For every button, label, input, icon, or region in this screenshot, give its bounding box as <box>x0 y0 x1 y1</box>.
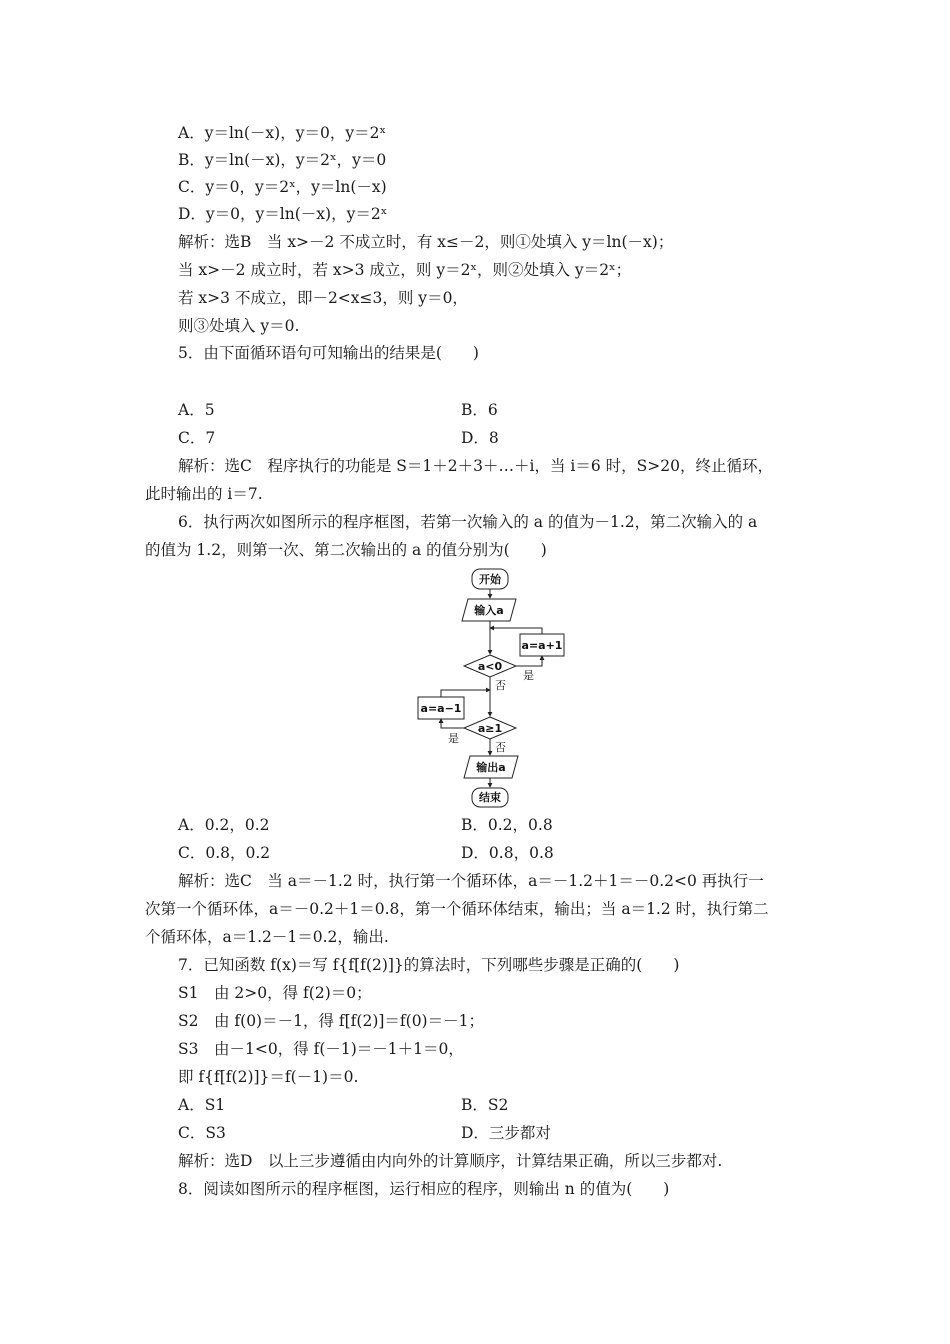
q5-option-a: A．5 <box>178 401 215 419</box>
q7-step-2: S2 由 f(0)＝－1，得 f[f(2)]＝f(0)＝－1； <box>178 1012 484 1030</box>
q5-option-b: B．6 <box>461 401 498 419</box>
q5-stem: 5．由下面循环语句可知输出的结果是( ) <box>178 344 479 362</box>
q6-analysis-line-2: 次第一个循环体，a＝－0.2＋1＝0.8，第一个循环体结束，输出；当 a＝1.2 时，执行第二 <box>145 900 769 918</box>
flowchart-yes-1: 是 <box>523 669 534 682</box>
flowchart-no-2: 否 <box>495 741 506 754</box>
q6-analysis-line-3: 个循环体，a＝1.2－1＝0.2，输出. <box>145 928 389 946</box>
q6-analysis-line-1: 解析：选C 当 a＝－1.2 时，执行第一个循环体，a＝－1.2＋1＝－0.2<0 再执行一 <box>178 872 764 890</box>
flowchart-no-1: 否 <box>495 679 506 692</box>
q5-option-c: C．7 <box>178 429 216 447</box>
flowchart-decrement-label: a=a−1 <box>420 702 462 715</box>
flowchart-start-label: 开始 <box>479 573 501 586</box>
q4-analysis-line-3: 若 x>3 不成立，即－2<x≤3，则 y＝0， <box>178 289 468 307</box>
q7-option-b: B．S2 <box>461 1096 509 1114</box>
q4-option-c: C．y＝0，y＝2ˣ，y＝ln(－x) <box>178 178 387 196</box>
q7-stem: 7．已知函数 f(x)＝写 f{f[f(2)]}的算法时，下列哪些步骤是正确的( ) <box>178 956 680 974</box>
q5-analysis-line-1: 解析：选C 程序执行的功能是 S＝1＋2＋3＋…＋i，当 i＝6 时，S>20，终止循环， <box>178 457 773 475</box>
q4-option-a: A．y＝ln(－x)，y＝0，y＝2ˣ <box>178 124 387 142</box>
q6-option-c: C．0.8，0.2 <box>178 844 271 862</box>
flowchart-increment-label: a=a+1 <box>521 639 563 652</box>
q4-analysis-line-4: 则③处填入 y＝0. <box>178 317 300 335</box>
flowchart-condition-1-label: a<0 <box>477 660 503 673</box>
flowchart-condition-2-label: a≥1 <box>477 722 503 735</box>
q7-step-1: S1 由 2>0，得 f(2)＝0； <box>178 984 372 1002</box>
flowchart-input-label: 输入a <box>474 604 504 617</box>
q4-option-d: D．y＝0，y＝ln(－x)，y＝2ˣ <box>178 205 388 223</box>
q7-option-d: D．三步都对 <box>461 1124 551 1142</box>
q7-option-c: C．S3 <box>178 1124 226 1142</box>
q5-analysis-line-2: 此时输出的 i＝7. <box>145 485 263 503</box>
q7-option-a: A．S1 <box>178 1096 226 1114</box>
q6-stem-line-1: 6．执行两次如图所示的程序框图，若第一次输入的 a 的值为－1.2，第二次输入的 a <box>178 513 758 531</box>
q7-step-3: S3 由－1<0，得 f(－1)＝－1＋1＝0， <box>178 1040 464 1058</box>
q8-stem: 8．阅读如图所示的程序框图，运行相应的程序，则输出 n 的值为( ) <box>178 1180 670 1198</box>
flowchart <box>410 566 570 808</box>
q4-analysis-line-1: 解析：选B 当 x>－2 不成立时，有 x≤－2，则①处填入 y＝ln(－x)； <box>178 233 674 251</box>
q5-option-d: D．8 <box>461 429 499 447</box>
flowchart-yes-2: 是 <box>448 732 459 745</box>
q6-option-b: B．0.2，0.8 <box>461 816 553 834</box>
q4-option-b: B．y＝ln(－x)，y＝2ˣ，y＝0 <box>178 151 387 169</box>
q6-stem-line-2: 的值为 1.2，则第一次、第二次输出的 a 的值分别为( ) <box>145 541 547 559</box>
q7-conclusion: 即 f{f[f(2)]}＝f(－1)＝0. <box>178 1068 359 1086</box>
q7-analysis: 解析：选D 以上三步遵循由内向外的计算顺序，计算结果正确，所以三步都对. <box>178 1152 723 1170</box>
q4-analysis-line-2: 当 x>－2 成立时，若 x>3 成立，则 y＝2ˣ，则②处填入 y＝2ˣ； <box>178 261 632 279</box>
flowchart-output-label: 输出a <box>476 761 506 774</box>
q6-option-d: D．0.8，0.8 <box>461 844 554 862</box>
q6-option-a: A．0.2，0.2 <box>178 816 270 834</box>
flowchart-end-label: 结束 <box>479 791 501 804</box>
